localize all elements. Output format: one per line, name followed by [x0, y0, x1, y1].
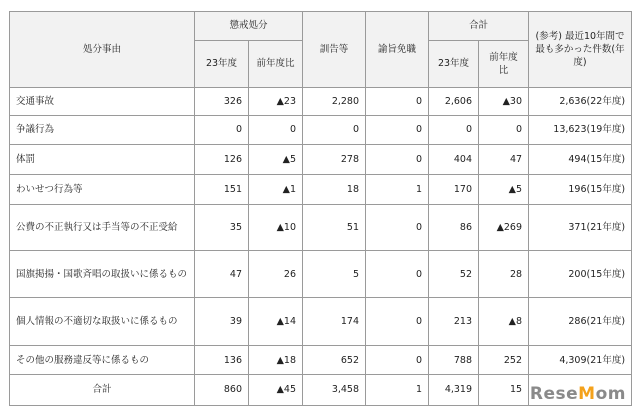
cell-t23: 52 — [429, 251, 479, 298]
table-row — [10, 115, 632, 145]
cell-dprev: ▲18 — [249, 346, 303, 375]
table-row — [10, 298, 632, 346]
cell-dprev: 0 — [249, 115, 303, 145]
header-total-prev: 前年度比 — [479, 40, 529, 87]
row-label: その他の服務違反等に係るもの — [10, 346, 195, 375]
row-label: 公費の不正執行又は手当等の不正受給 — [10, 205, 195, 251]
resemom-watermark-logo: ReseMom — [529, 384, 626, 404]
cell-resign: 0 — [366, 115, 429, 145]
cell-resign: 0 — [366, 87, 429, 115]
header-reference: (参考) 最近10年間で最も多かった件数(年度) — [529, 12, 632, 88]
cell-warn: 18 — [303, 175, 366, 205]
cell-ref: 286(21年度) — [529, 298, 632, 346]
cell-dprev: ▲10 — [249, 205, 303, 251]
cell-t23: 86 — [429, 205, 479, 251]
table-row — [10, 87, 632, 115]
total-dprev: ▲45 — [249, 374, 303, 405]
cell-tprev: ▲269 — [479, 205, 529, 251]
cell-ref: 494(15年度) — [529, 145, 632, 175]
cell-resign: 0 — [366, 346, 429, 375]
cell-dprev: 26 — [249, 251, 303, 298]
cell-resign: 0 — [366, 205, 429, 251]
table-row — [10, 175, 632, 205]
header-disciplinary: 懲戒処分 — [195, 12, 303, 41]
cell-resign: 0 — [366, 251, 429, 298]
cell-warn: 652 — [303, 346, 366, 375]
header-resignation: 諭旨免職 — [366, 12, 429, 88]
cell-dprev: ▲1 — [249, 175, 303, 205]
cell-warn: 51 — [303, 205, 366, 251]
row-label: 体罰 — [10, 145, 195, 175]
total-resign: 1 — [366, 374, 429, 405]
cell-tprev: ▲5 — [479, 175, 529, 205]
cell-tprev: 47 — [479, 145, 529, 175]
cell-resign: 0 — [366, 298, 429, 346]
cell-ref: 196(15年度) — [529, 175, 632, 205]
header-warning: 訓告等 — [303, 12, 366, 88]
cell-ref: 13,623(19年度) — [529, 115, 632, 145]
cell-d23: 151 — [195, 175, 249, 205]
cell-t23: 0 — [429, 115, 479, 145]
header-disc-year23: 23年度 — [195, 40, 249, 87]
total-t23: 4,319 — [429, 374, 479, 405]
cell-dprev: ▲23 — [249, 87, 303, 115]
total-d23: 860 — [195, 374, 249, 405]
row-label: 争議行為 — [10, 115, 195, 145]
cell-d23: 0 — [195, 115, 249, 145]
cell-ref: 371(21年度) — [529, 205, 632, 251]
cell-d23: 35 — [195, 205, 249, 251]
cell-t23: 788 — [429, 346, 479, 375]
cell-tprev: ▲8 — [479, 298, 529, 346]
cell-t23: 404 — [429, 145, 479, 175]
cell-t23: 2,606 — [429, 87, 479, 115]
cell-tprev: 28 — [479, 251, 529, 298]
cell-dprev: ▲14 — [249, 298, 303, 346]
cell-t23: 170 — [429, 175, 479, 205]
cell-d23: 39 — [195, 298, 249, 346]
table-row — [10, 145, 632, 175]
cell-warn: 174 — [303, 298, 366, 346]
cell-warn: 2,280 — [303, 87, 366, 115]
cell-d23: 47 — [195, 251, 249, 298]
discipline-table — [9, 11, 632, 406]
header-total: 合計 — [429, 12, 529, 41]
cell-resign: 1 — [366, 175, 429, 205]
total-warn: 3,458 — [303, 374, 366, 405]
cell-warn: 278 — [303, 145, 366, 175]
cell-tprev: 0 — [479, 115, 529, 145]
cell-dprev: ▲5 — [249, 145, 303, 175]
cell-d23: 136 — [195, 346, 249, 375]
total-label: 合計 — [10, 374, 195, 405]
row-label: 交通事故 — [10, 87, 195, 115]
table-row — [10, 251, 632, 298]
cell-ref: 4,309(21年度) — [529, 346, 632, 375]
cell-resign: 0 — [366, 145, 429, 175]
cell-ref: 200(15年度) — [529, 251, 632, 298]
header-reason: 処分事由 — [10, 12, 195, 88]
row-label: 個人情報の不適切な取扱いに係るもの — [10, 298, 195, 346]
cell-warn: 0 — [303, 115, 366, 145]
cell-d23: 326 — [195, 87, 249, 115]
row-label: わいせつ行為等 — [10, 175, 195, 205]
cell-t23: 213 — [429, 298, 479, 346]
cell-tprev: 252 — [479, 346, 529, 375]
header-total-year23: 23年度 — [429, 40, 479, 87]
cell-d23: 126 — [195, 145, 249, 175]
header-disc-prev: 前年度比 — [249, 40, 303, 87]
cell-tprev: ▲30 — [479, 87, 529, 115]
table-row — [10, 346, 632, 375]
cell-ref: 2,636(22年度) — [529, 87, 632, 115]
cell-warn: 5 — [303, 251, 366, 298]
table-row — [10, 205, 632, 251]
row-label: 国旗掲揚・国歌斉唱の取扱いに係るもの — [10, 251, 195, 298]
total-tprev: 15 — [479, 374, 529, 405]
